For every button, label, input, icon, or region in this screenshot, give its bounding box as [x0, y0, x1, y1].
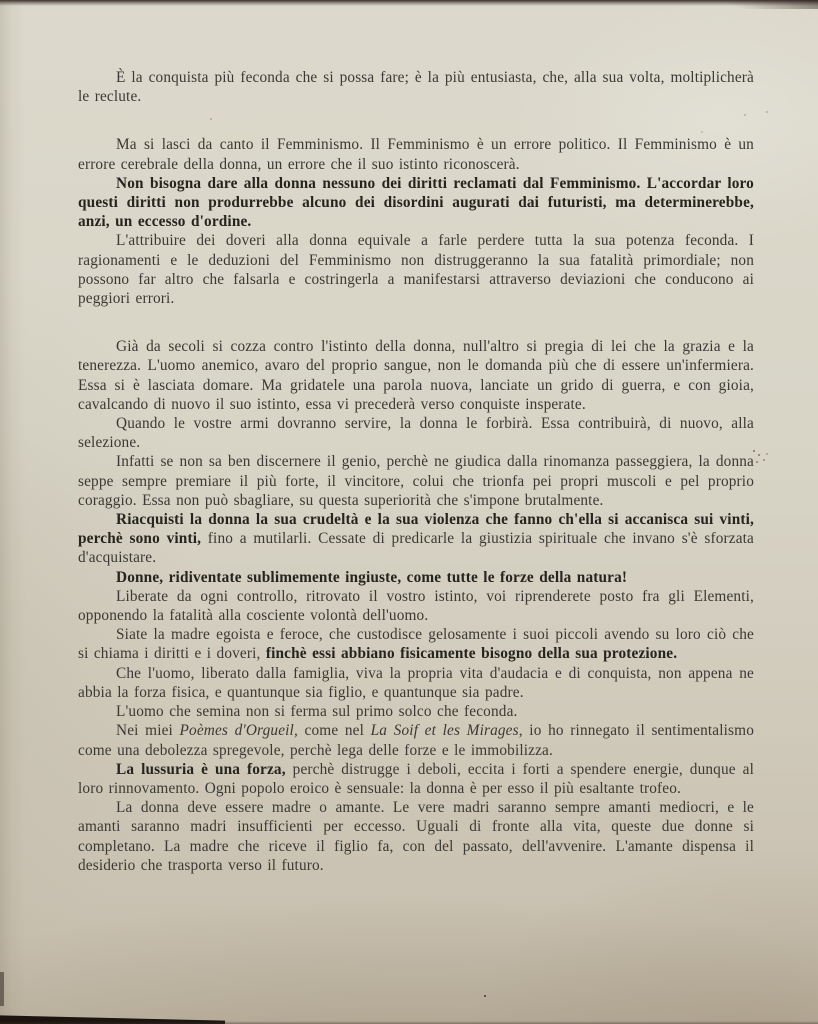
paragraph	[78, 510, 754, 568]
text-segment-normal: perchè distrugge i deboli, eccita i forti a spendere energie, dunque al loro rinnovamento. Ogni popolo eroico è sensuale: la donna è per esso il più esaltante trofeo.	[78, 760, 754, 797]
text-segment-bold: Non bisogna dare alla donna nessuno dei diritti reclamati dal Femminismo. L'accordar loro questi diritti non produrrebbe alcuno dei disordini augurati dai futuristi, ma determinerebbe, anzi, un eccesso d'ordine.	[78, 174, 754, 231]
paragraph	[78, 625, 754, 663]
text-block	[78, 68, 754, 875]
text-segment-normal: Che l'uomo, liberato dalla famiglia, viva la propria vita d'audacia e di conquista, non appena ne abbia la forza fisica, e quantunque sia figlio, e quantunque sia padre.	[78, 664, 754, 701]
paragraph	[78, 760, 754, 798]
stain-speck-cluster	[753, 450, 755, 452]
paragraph	[78, 721, 754, 759]
text-segment-normal: L'uomo che semina non si ferma sul primo solco che feconda.	[116, 703, 518, 721]
paragraph	[78, 231, 754, 308]
scan-top-edge	[0, 0, 818, 6]
text-segment-bold: Riacquisti la donna la sua crudeltà e la sua violenza che fanno ch'ella si accanisca sui vinti, perchè sono vinti,	[78, 511, 754, 548]
stain-speck	[701, 131, 703, 133]
text-segment-normal: fino a mutilarli. Cessate di predicarle la giustizia spirituale che invano s'è sforzata d'acquistare.	[78, 530, 754, 567]
text-segment-normal: Già da secoli si cozza contro l'istinto della donna, null'altro si pregia di lei che la grazia e la tenerezza. L'uomo anemico, avaro del proprio sangue, non le domanda più che di essere un'infermiera. Essa si è lasciata domare. Ma gridatele una parola nuova, lanciate un grido di guerra, e con gioia, cavalcando di nuovo il suo istinto, essa vi precederà verso conquiste insperate.	[78, 338, 754, 413]
paragraph	[78, 68, 754, 106]
paragraph	[78, 798, 754, 875]
stain-speck	[766, 111, 768, 113]
paragraph	[78, 414, 754, 452]
text-segment-normal: L'attribuire dei doveri alla donna equivale a farle perdere tutta la sua potenza feconda. I ragionamenti e le deduzioni del Femminismo non distruggeranno la sua fatalità primordiale; non possono far altro che falsarla e costringerla a manifestarsi attraverso deviazioni che conducono ai peggiori errori.	[78, 232, 754, 308]
text-segment-normal: È la conquista più feconda che si possa fare; è la più entusiasta, che, alla sua volta, moltiplicherà le reclute.	[78, 69, 754, 106]
paragraph	[78, 568, 754, 587]
text-segment-italic: La Soif et les Mirages	[370, 722, 519, 740]
text-segment-normal: Siate la madre egoista e feroce, che custodisce gelosamente i suoi piccoli avendo su loro ciò che si chiama i diritti e i doveri,	[78, 626, 754, 663]
text-segment-normal: Quando le vostre armi dovranno servire, la donna le forbirà. Essa contribuirà, di nuovo, alla selezione.	[78, 415, 754, 452]
text-segment-normal: Nei miei	[116, 722, 180, 740]
stain-speck	[210, 118, 212, 120]
stain-speck	[484, 995, 486, 997]
paragraph	[78, 174, 754, 232]
paper-crease	[0, 0, 26, 1024]
text-segment-bold: finchè essi abbiano fisicamente bisogno della sua protezione.	[265, 645, 678, 663]
text-segment-normal: , io ho rinnegato il sentimentalismo come una debolezza spregevole, perchè lega delle forze e le immobilizza.	[78, 722, 755, 759]
text-segment-bold: Donne, ridiventate sublimemente ingiuste, come tutte le forze della natura!	[116, 568, 628, 586]
text-segment-normal: Infatti se non sa ben discernere il genio, perchè ne giudica dalla rinomanza passeggiera, la donna seppe sempre premiare il più forte, il vincitore, colui che trionfa pei propri muscoli e pel proprio coraggio. Essa non può sbagliare, su questa superiorità che s'impone brutalmente.	[78, 453, 754, 509]
text-segment-normal: La donna deve essere madre o amante. Le vere madri saranno sempre amanti mediocri, e le amanti saranno madri insufficienti per eccesso. Uguali di fronte alla vita, queste due donne si completano. La madre che riceve il figlio fa, con del passato, dell'avvenire. L'amante dispensa il desiderio che trasporta verso il futuro.	[78, 799, 754, 874]
paragraph	[78, 664, 754, 702]
paragraph	[78, 135, 754, 173]
text-segment-bold: La lussuria è una forza,	[116, 760, 293, 778]
paragraph	[78, 452, 754, 510]
text-segment-normal: Liberate da ogni controllo, ritrovato il vostro istinto, voi riprenderete posto fra gli Elementi, opponendo la fatalità alla cosciente volontà dell'uomo.	[78, 587, 754, 625]
text-segment-italic: Poèmes d'Orgueil,	[179, 722, 298, 740]
paragraph	[78, 337, 754, 414]
text-segment-normal: Ma si lasci da canto il Femminismo. Il Femminismo è un errore politico. Il Femminismo è un errore cerebrale della donna, un errore che il suo istinto riconoscerà.	[78, 136, 754, 173]
stain-speck	[744, 114, 746, 116]
text-segment-normal: come nel	[297, 722, 371, 740]
scan-left-edge-mark	[0, 972, 4, 1006]
paragraph	[78, 587, 754, 625]
paragraph	[78, 702, 754, 721]
